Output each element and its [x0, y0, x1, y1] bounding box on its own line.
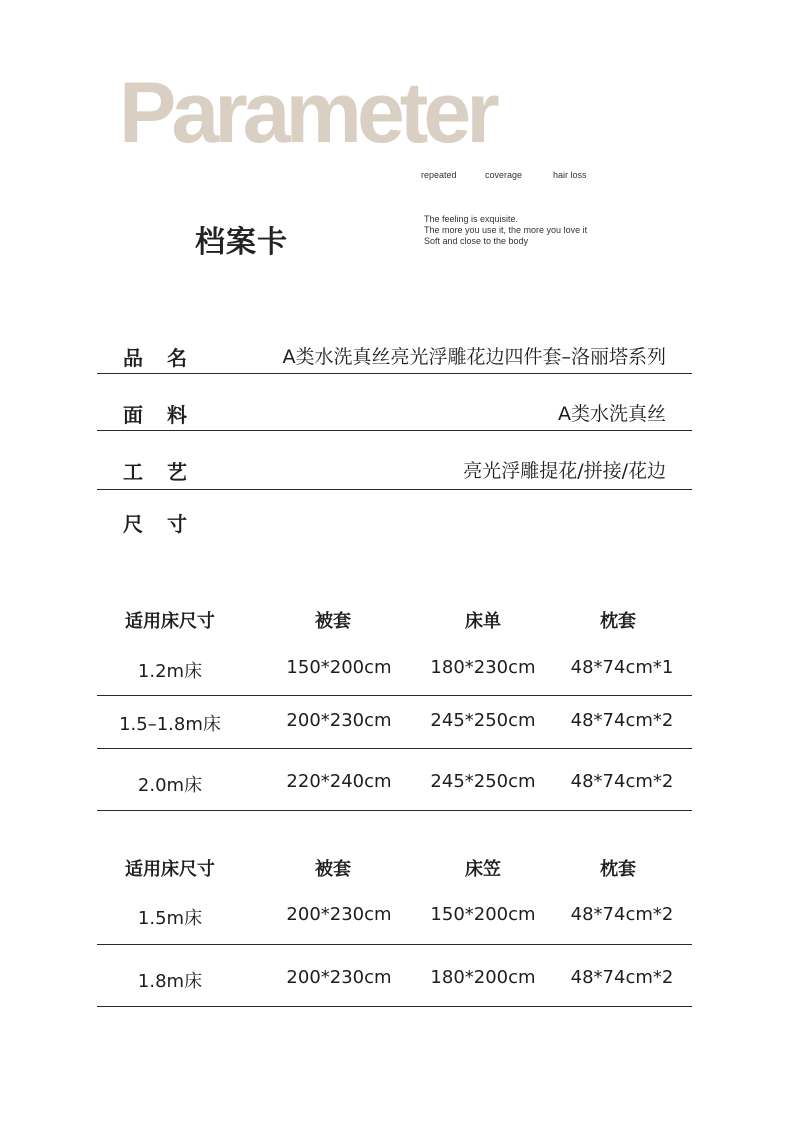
cell-bed-sheet: 245*250cm	[430, 710, 536, 731]
header-bed-size: 适用床尺寸	[125, 611, 215, 632]
cell-duvet-cover: 220*240cm	[286, 771, 392, 792]
size-label: 尺 寸	[123, 512, 189, 536]
cell-duvet-cover: 200*230cm	[286, 904, 392, 925]
header-bed-sheet: 床单	[465, 611, 501, 632]
cell-pillowcase: 48*74cm*2	[570, 710, 674, 731]
cell-fitted-sheet: 150*200cm	[430, 904, 536, 925]
table-header	[97, 853, 692, 903]
cell-bed-size: 2.0m床	[137, 775, 203, 796]
card-title: 档案卡	[195, 225, 288, 260]
slogan-line: Soft and close to the body	[424, 236, 529, 246]
table-row	[97, 749, 692, 811]
info-row-size	[97, 504, 692, 540]
slogan-line: The feeling is exquisite.	[424, 214, 519, 224]
header-bed-size: 适用床尺寸	[125, 859, 215, 880]
craft-value: 亮光浮雕提花/拼接/花边	[463, 460, 666, 482]
header-fitted-sheet: 床笠	[465, 859, 501, 880]
table-header	[97, 605, 692, 655]
product-name-label: 品 名	[123, 346, 189, 370]
info-row-fabric	[97, 393, 692, 431]
table-row	[97, 655, 692, 696]
product-name-value: A类水洗真丝亮光浮雕花边四件套–洛丽塔系列	[282, 346, 666, 368]
table-row	[97, 696, 692, 749]
cell-duvet-cover: 200*230cm	[286, 710, 392, 731]
cell-bed-size: 1.5m床	[137, 908, 203, 929]
tag-coverage: coverage	[485, 170, 523, 180]
cell-bed-size: 1.2m床	[137, 661, 203, 682]
cell-pillowcase: 48*74cm*2	[570, 904, 674, 925]
cell-pillowcase: 48*74cm*2	[570, 771, 674, 792]
info-row-craft	[97, 450, 692, 490]
fabric-label: 面 料	[123, 403, 189, 427]
slogan	[424, 214, 587, 247]
cell-bed-sheet: 180*230cm	[430, 657, 536, 678]
cell-bed-size: 1.5–1.8m床	[119, 714, 221, 735]
cell-pillowcase: 48*74cm*1	[570, 657, 674, 678]
info-row-product-name	[97, 336, 692, 374]
tag-repeated: repeated	[421, 170, 457, 180]
size-table-sheet	[97, 605, 692, 811]
header-pillowcase: 枕套	[600, 859, 636, 880]
cell-bed-size: 1.8m床	[137, 971, 203, 992]
header-duvet-cover: 被套	[315, 859, 351, 880]
header-duvet-cover: 被套	[315, 611, 351, 632]
cell-fitted-sheet: 180*200cm	[430, 967, 536, 988]
fabric-value: A类水洗真丝	[558, 403, 666, 425]
table-row	[97, 945, 692, 1007]
table-row	[97, 903, 692, 945]
cell-duvet-cover: 200*230cm	[286, 967, 392, 988]
tag-hair-loss: hair loss	[553, 170, 587, 180]
size-table-fitted-sheet	[97, 853, 692, 1007]
hero-title: Parameter	[119, 65, 495, 161]
cell-pillowcase: 48*74cm*2	[570, 967, 674, 988]
craft-label: 工 艺	[123, 460, 189, 484]
cell-duvet-cover: 150*200cm	[286, 657, 392, 678]
header-pillowcase: 枕套	[600, 611, 636, 632]
cell-bed-sheet: 245*250cm	[430, 771, 536, 792]
slogan-line: The more you use it, the more you love it	[424, 225, 588, 235]
